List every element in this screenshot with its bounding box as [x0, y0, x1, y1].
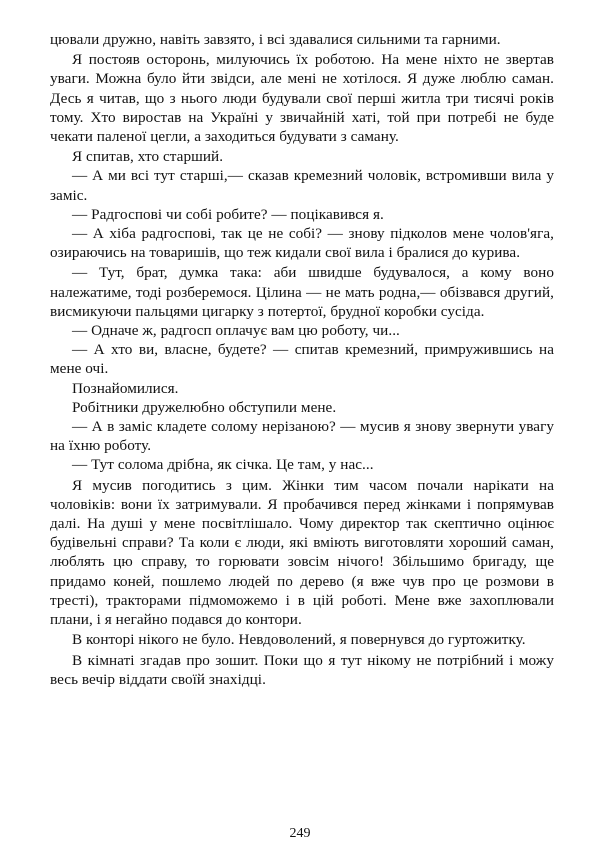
paragraph: Я мусив погодитись з цим. Жінки тим часом почали нарікати на чоловіків: вони їх затримували. Я пробачився перед жінками і попрямував далі. На душі у мене посвітлішало. Чому директор так скептично оцінює будівельні справи? Та коли є люди, які вміють виготовляти хороший саман, люблять цю справу, то горювати зовсім нічого! Збільшимо бригаду, ще придамо коней, пошлемо людей по дерево (я вже чув про це розмови в тресті), тракторами підмоможемо і в цій роботі. Мене вже захоплювали плани, і я негайно подався до контори. — [50, 476, 554, 629]
paragraph: Робітники дружелюбно обступили мене. — [72, 398, 337, 416]
dialogue-paragraph: — Радгоспові чи собі робите? — поцікавився я. — [72, 205, 384, 223]
paragraph: В кімнаті згадав про зошит. Поки що я тут нікому не потрібний і можу весь вечір віддати своїй знахідці. — [50, 651, 554, 688]
body-text — [50, 30, 554, 689]
paragraph: Я постояв осторонь, милуючись їх роботою. На мене ніхто не звертав уваги. Можна було йти звідси, але мені не хотілося. Я дуже люблю саман. Десь я читав, що з нього люди будували свої перші житла три тисячі років тому. Хто виростав на Україні у звичайній хаті, той при потребі не буде чекати паленої цегли, а заходиться будувати з саману. — [50, 51, 554, 146]
dialogue-paragraph: — Тут, брат, думка така: аби швидше будувалося, а кому воно належатиме, тоді розберемося. Цілина — не мать родна,— обізвався другий, висмикуючи пальцями цигарку з потертої, брудної коробки сусіда. — [50, 264, 554, 320]
page-number: 249 — [289, 826, 311, 841]
dialogue-paragraph: — Одначе ж, радгосп оплачує вам цю роботу, чи... — [72, 322, 400, 340]
dialogue-paragraph: — А хто ви, власне, будете? — спитав кремезний, примружившись на мене очі. — [50, 341, 554, 378]
dialogue-paragraph: — А ми всі тут старші,— сказав кремезний чоловік, встромивши вила у заміс. — [50, 167, 554, 204]
dialogue-paragraph: — Тут солома дрібна, як січка. Це там, у нас... — [72, 456, 374, 474]
paragraph: Я спитав, хто старший. — [72, 148, 224, 166]
paragraph-continuation: цювали дружно, навіть завзято, і всі здавалися сильними та гарними. — [50, 31, 501, 48]
dialogue-paragraph: — А в заміс кладете солому нерізаною? — мусив я знову звернути увагу на їхню роботу. — [50, 418, 554, 455]
paragraph: В конторі нікого не було. Невдоволений, я повернувся до гуртожитку. — [72, 631, 526, 649]
paragraph: Познайомилися. — [72, 379, 179, 397]
dialogue-paragraph: — А хіба радгоспові, так це не собі? — знову підколов мене чолов'яга, озираючись на товаришів, що теж кидали свої вила і бралися до курива. — [50, 225, 554, 262]
